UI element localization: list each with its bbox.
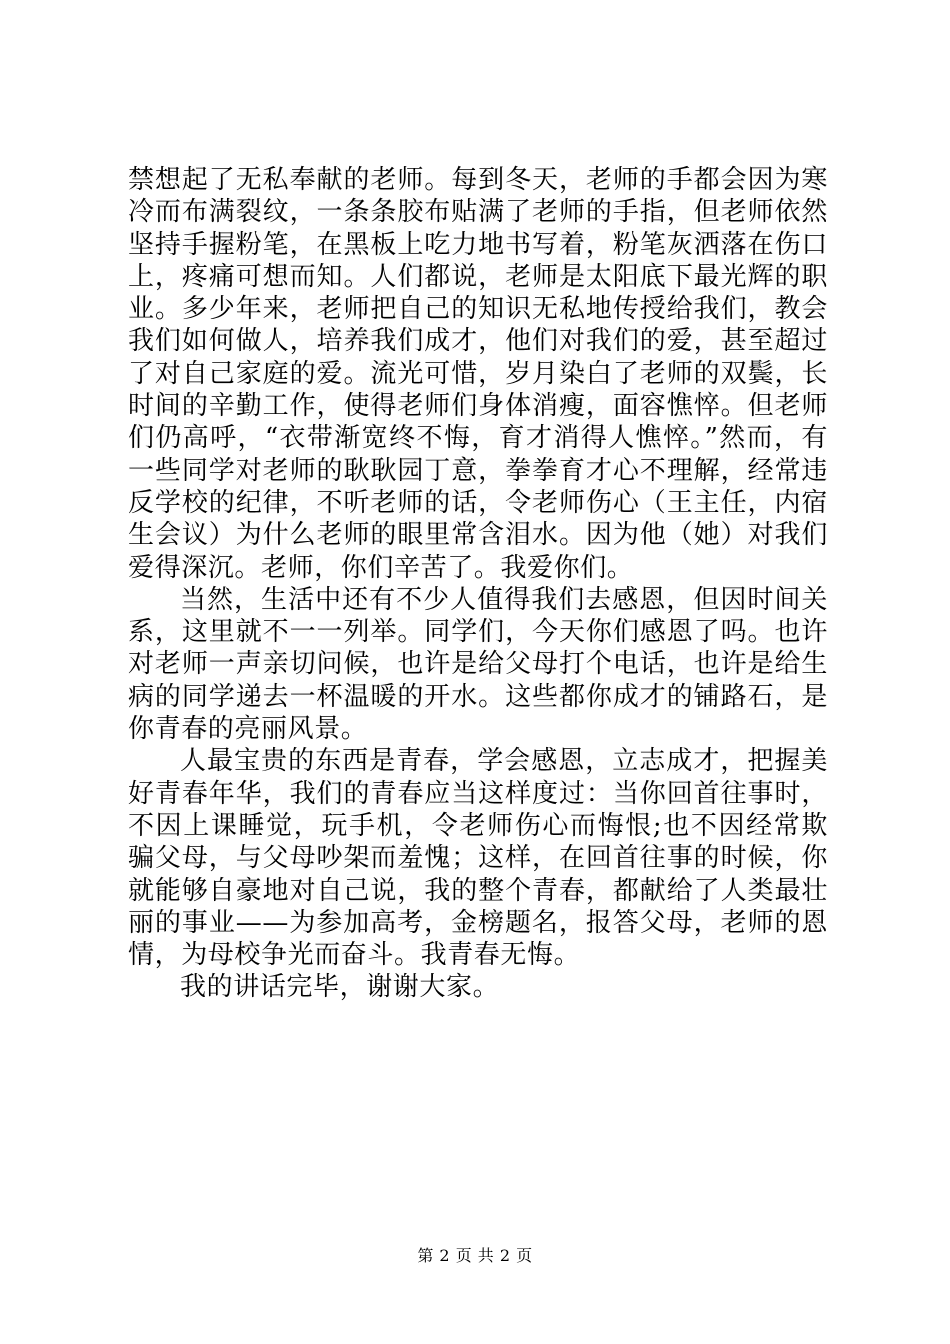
paragraph-gratitude: 当然，生活中还有不少人值得我们去感恩，但因时间关系，这里就不一一列举。同学们，今天你们感恩了吗。也许对老师一声亲切问候，也许是给父母打个电话，也许是给生病的同学递去一杯温暖的开水。这些都你成才的铺路石，是你青春的亮丽风景。 [128, 584, 828, 745]
paragraph-closing: 我的讲话完毕，谢谢大家。 [180, 972, 500, 1003]
paragraph-youth: 人最宝贵的东西是青春，学会感恩，立志成才，把握美好青春年华，我们的青春应当这样度过：当你回首往事时，不因上课睡觉，玩手机，令老师伤心而悔恨;也不因经常欺骗父母，与父母吵架而羞愧；这样，在回首往事的时候，你就能够自豪地对自己说，我的整个青春，都献给了人类最壮丽的事业——为参加高考，金榜题名，报答父母，老师的恩情，为母校争光而奋斗。我青春无悔。 [128, 746, 828, 971]
document-body [128, 164, 828, 1004]
page-number-footer: 第 2 页 共 2 页 [417, 1246, 533, 1265]
paragraph-teacher-dedication: 禁想起了无私奉献的老师。每到冬天，老师的手都会因为寒冷而布满裂纹，一条条胶布贴满了老师的手指，但老师依然坚持手握粉笔，在黑板上吃力地书写着，粉笔灰洒落在伤口上，疼痛可想而知。人们都说，老师是太阳底下最光辉的职业。多少年来，老师把自己的知识无私地传授给我们，教会我们如何做人，培养我们成才，他们对我们的爱，甚至超过了对自己家庭的爱。流光可惜，岁月染白了老师的双鬓，长时间的辛勤工作，使得老师们身体消瘦，面容憔悴。但老师们仍高呼，“衣带渐宽终不悔，育才消得人憔悴。”然而，有一些同学对老师的耿耿园丁意，拳拳育才心不理解，经常违反学校的纪律，不听老师的话，令老师伤心（王主任，内宿生会议）为什么老师的眼里常含泪水。因为他（她）对我们爱得深沉。老师，你们辛苦了。我爱你们。 [128, 165, 828, 583]
